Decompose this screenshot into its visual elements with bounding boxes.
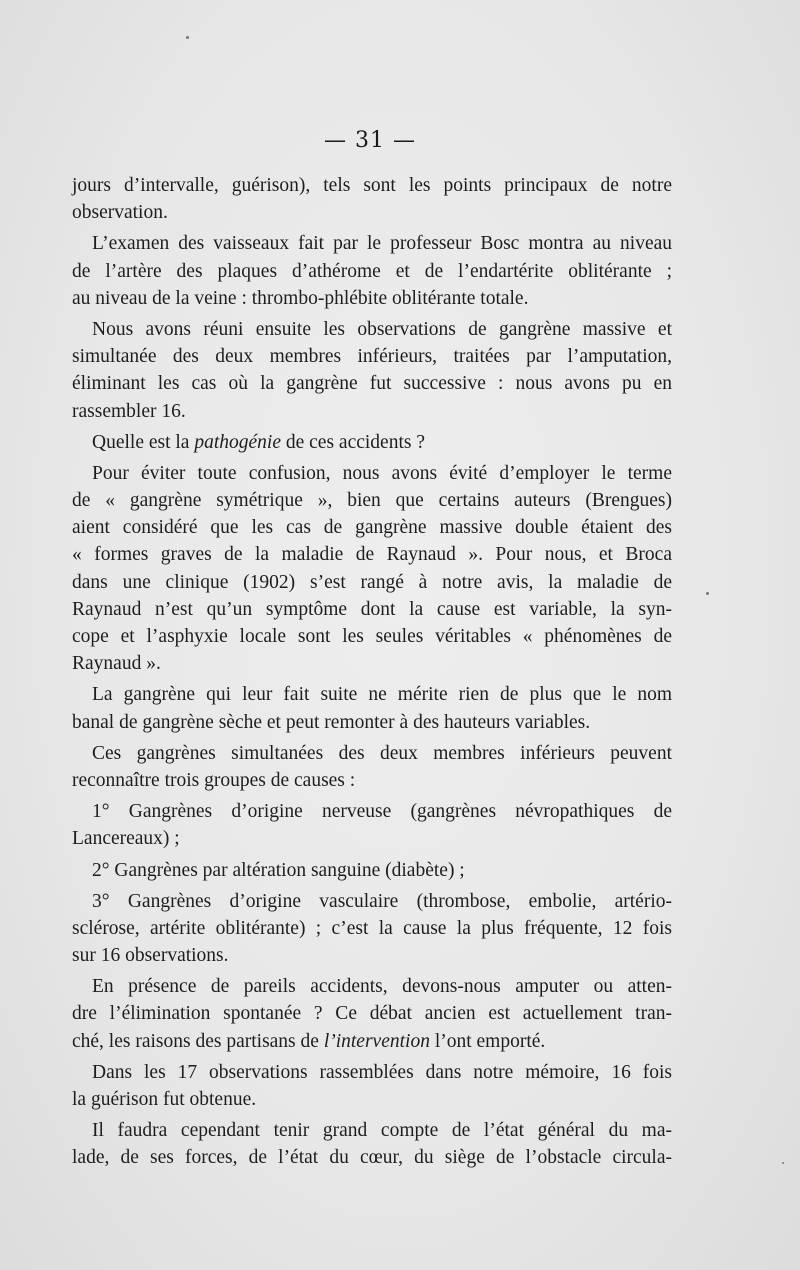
text-line: 2° Gangrènes par altération sanguine (diabète) ; [92,859,465,881]
paragraph [72,316,672,425]
paragraph [72,1117,672,1171]
page-number: — 31 — [324,128,416,153]
text-line [72,429,672,456]
text-line: « formes graves de la maladie de Raynaud ». Pour nous, et Broca [72,544,672,566]
text-run: ché, les raisons des partisans de [72,1030,324,1052]
text-run: Quelle est la [92,431,195,453]
text-line: La gangrène qui leur fait suite ne mérite rien de plus que le nom [92,684,672,706]
text-line [72,1028,672,1055]
paragraph [72,1059,672,1113]
text-run: de ces accidents ? [281,431,426,453]
text-line: sclérose, artérite oblitérante) ; c’est la cause la plus fréquente, 12 fois [72,917,672,939]
paragraph [72,429,672,456]
paragraph [72,888,672,970]
text-line: dre l’élimination spontanée ? Ce débat ancien est actuellement tran- [72,1003,672,1025]
text-line: banal de gangrène sèche et peut remonter à des hauteurs variables. [72,711,591,733]
text-line: simultanée des deux membres inférieurs, traitées par l’amputation, [72,346,672,368]
text-line: Raynaud n’est qu’un symptôme dont la cause est variable, la syn- [72,598,672,620]
text-line: la guérison fut obtenue. [72,1089,257,1110]
text-line: de l’artère des plaques d’athérome et de l’endartérite oblitérante ; [72,260,672,282]
text-line: 1° Gangrènes d’origine nerveuse (gangrènes névropathiques de [92,801,672,823]
text-line: Lancereaux) ; [72,828,180,850]
text-line: sur 16 observations. [72,945,229,967]
text-line: cope et l’asphyxie locale sont les seules véritables « phénomènes de [72,626,672,647]
text-line: dans une clinique (1902) s’est rangé à notre avis, la maladie de [72,571,672,593]
paper-speck [782,1162,784,1164]
paragraph-gap [72,1172,672,1176]
paragraph [72,230,672,312]
paragraph [72,681,672,735]
body-text [72,172,672,1176]
text-line: rassembler 16. [72,400,186,422]
italic-term: l’intervention [323,1030,430,1052]
paragraph [72,973,672,1055]
text-line: Dans les 17 observations rassemblées dans notre mémoire, 16 fois [92,1061,672,1083]
paragraph [72,460,672,678]
paragraph [72,740,672,794]
text-line: 3° Gangrènes d’origine vasculaire (thrombose, embolie, artério- [92,890,672,912]
text-line: Raynaud ». [72,653,161,675]
paper-speck [706,592,709,595]
text-line: de « gangrène symétrique », bien que certains auteurs (Brengues) [72,490,672,512]
text-line: reconnaître trois groupes de causes : [72,769,356,791]
text-line: jours d’intervalle, guérison), tels sont les points principaux de notre [72,175,672,196]
paragraph [72,857,672,884]
paragraph [72,172,672,226]
text-line: En présence de pareils accidents, devons-nous amputer ou atten- [92,976,672,998]
text-line: au niveau de la veine : thrombo-phlébite oblitérante totale. [72,287,529,309]
text-line: lade, de ses forces, de l’état du cœur, du siège de l’obstacle circula- [72,1147,672,1169]
text-line: Nous avons réuni ensuite les observations de gangrène massive et [92,318,672,340]
text-line: Pour éviter toute confusion, nous avons évité d’employer le terme [92,462,672,484]
text-line: éliminant les cas où la gangrène fut successive : nous avons pu en [72,373,672,395]
text-line: observation. [72,202,168,224]
text-line: L’examen des vaisseaux fait par le professeur Bosc montra au niveau [92,233,672,255]
text-run: l’ont emporté. [429,1030,546,1052]
text-line: aient considéré que les cas de gangrène massive double étaient des [72,517,672,539]
paragraph [72,798,672,852]
text-line: Ces gangrènes simultanées des deux membres inférieurs peuvent [92,742,672,764]
italic-term: pathogénie [194,431,281,453]
paper-speck [186,36,189,39]
text-line: Il faudra cependant tenir grand compte de l’état général du ma- [92,1120,672,1142]
